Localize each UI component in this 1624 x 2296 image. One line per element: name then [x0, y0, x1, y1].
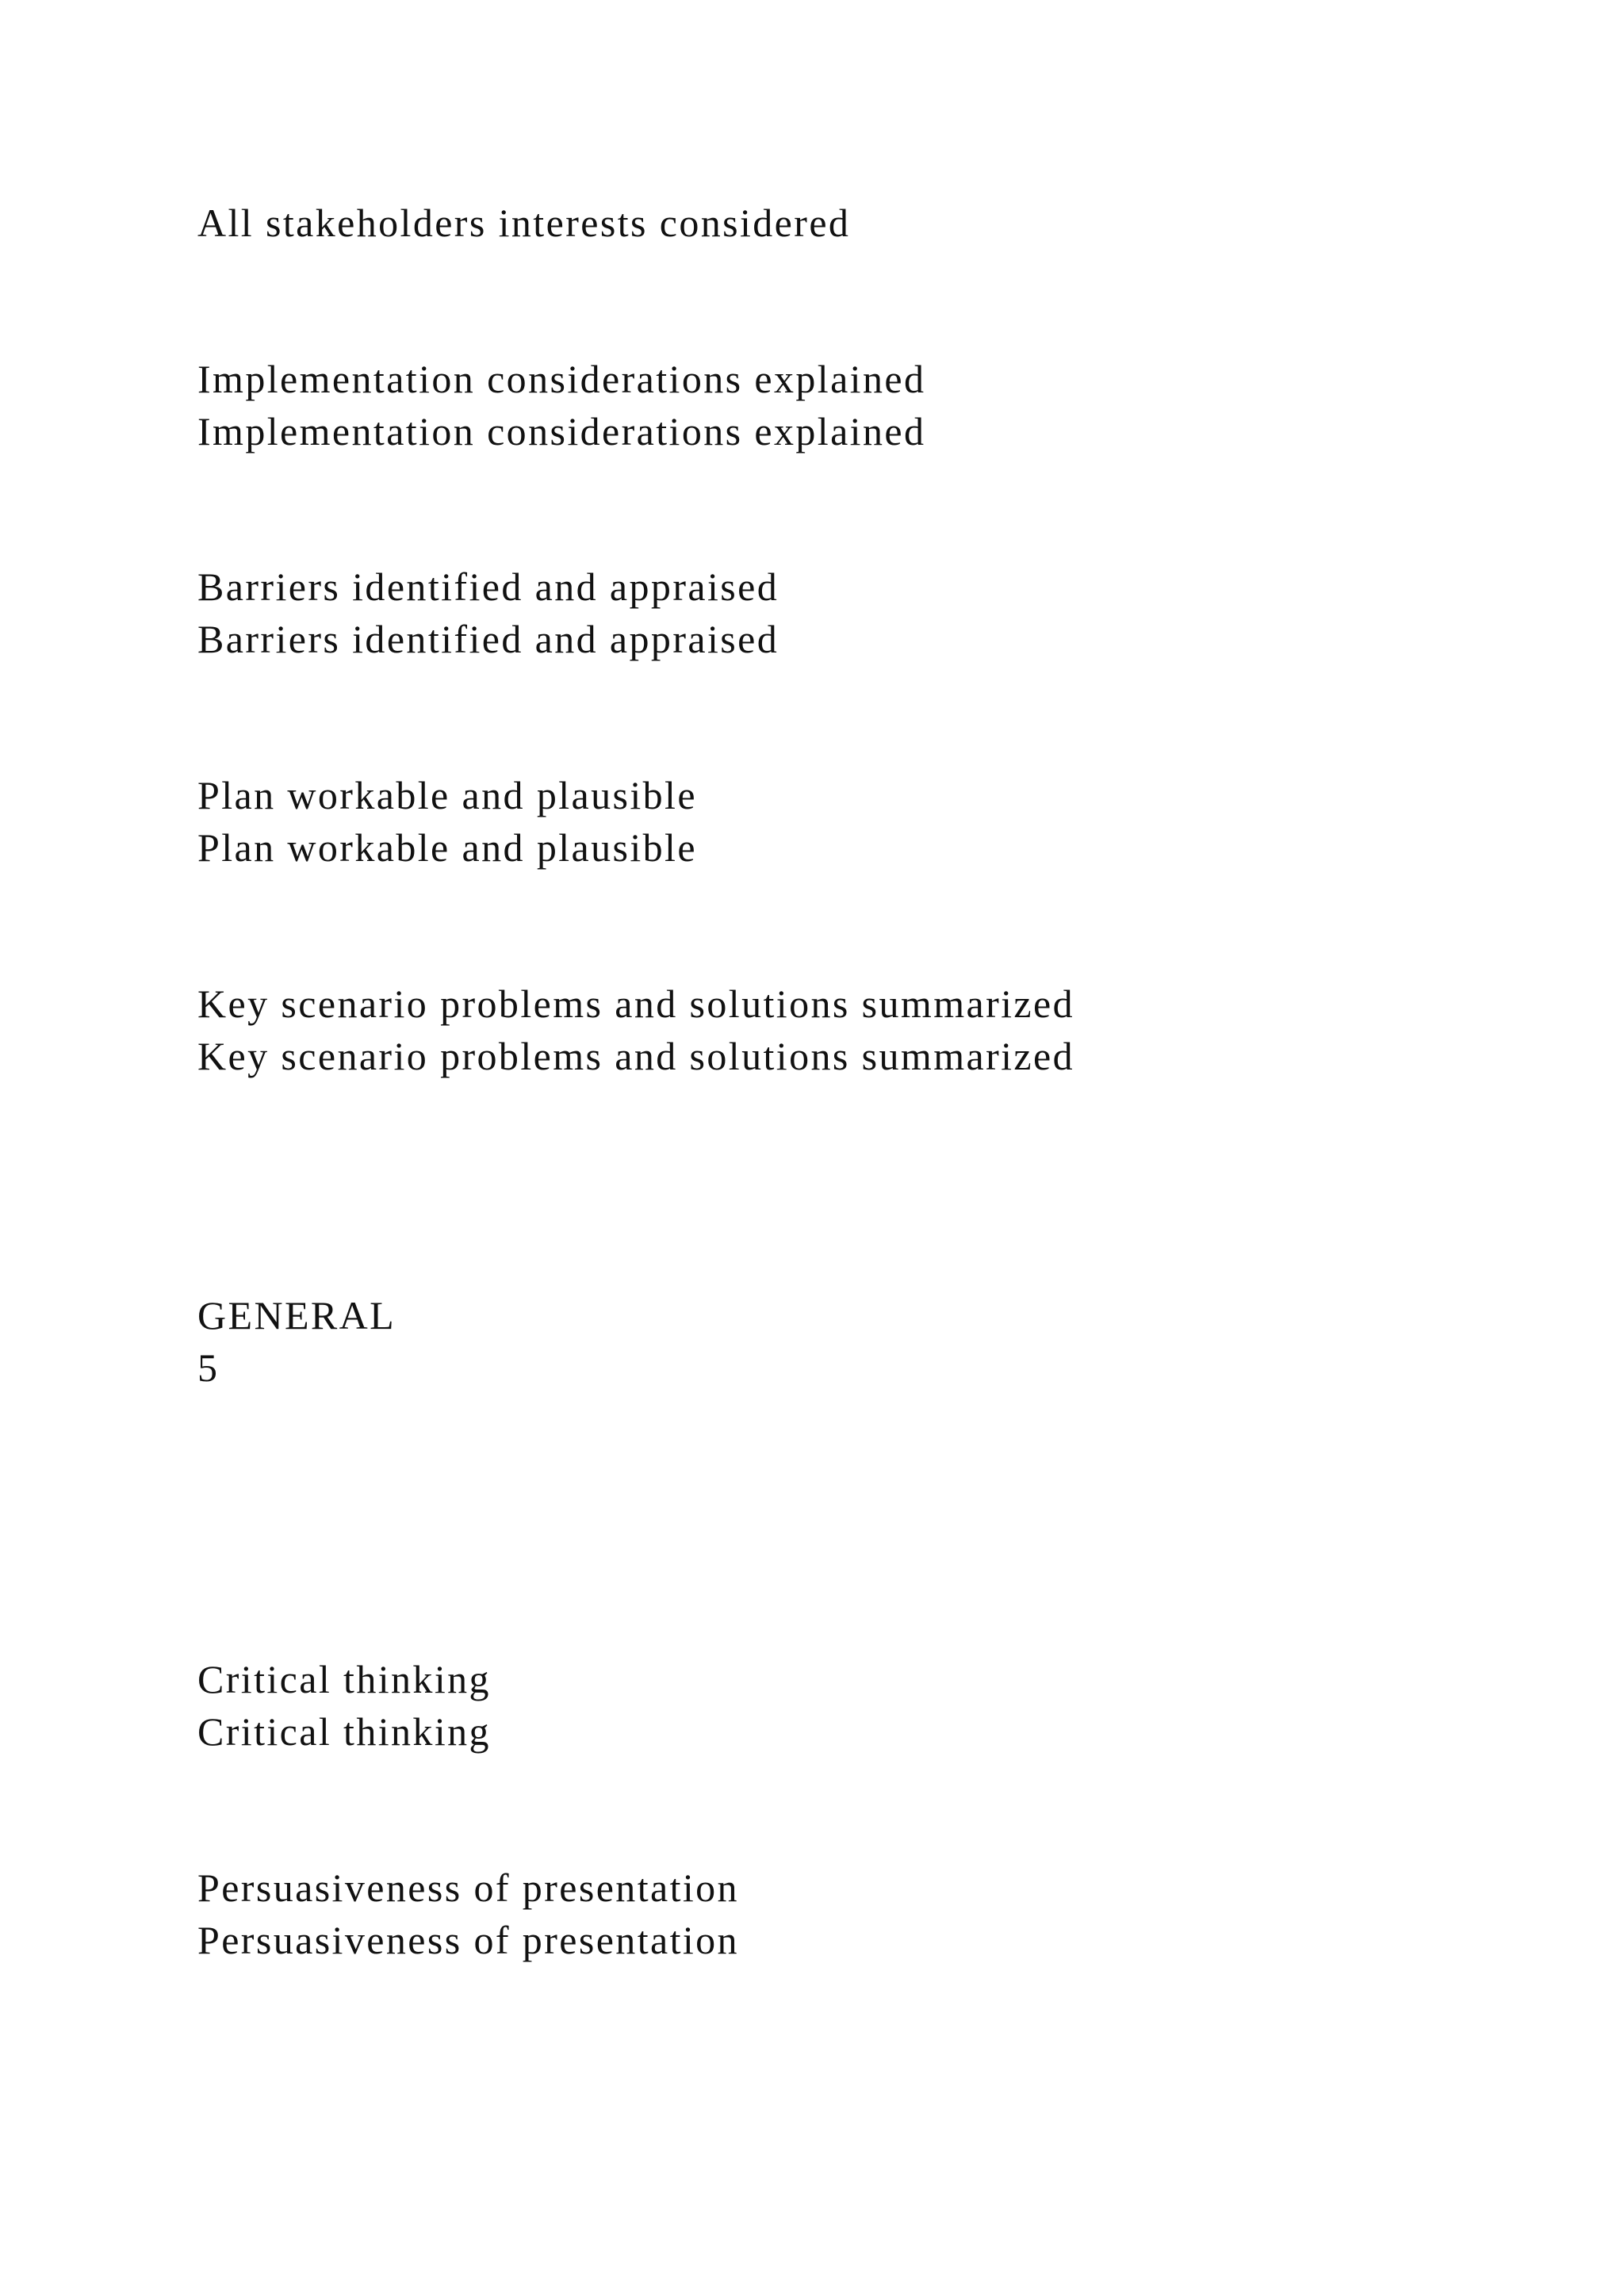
- criterion-plan-repeat: Plan workable and plausible: [197, 825, 697, 870]
- criterion-key-scenario: Key scenario problems and solutions summarized: [197, 982, 1075, 1026]
- criterion-persuasiveness: Persuasiveness of presentation: [197, 1866, 739, 1910]
- criterion-critical-thinking: Critical thinking: [197, 1657, 491, 1701]
- criterion-barriers: Barriers identified and appraised: [197, 564, 779, 609]
- section-points: 5: [197, 1345, 220, 1390]
- section-heading-general: GENERAL: [197, 1293, 396, 1337]
- criterion-key-scenario-repeat: Key scenario problems and solutions summarized: [197, 1034, 1075, 1078]
- criterion-persuasiveness-repeat: Persuasiveness of presentation: [197, 1918, 739, 1962]
- criterion-critical-thinking-repeat: Critical thinking: [197, 1709, 491, 1754]
- criterion-implementation-repeat: Implementation considerations explained: [197, 409, 926, 453]
- criterion-implementation: Implementation considerations explained: [197, 357, 926, 401]
- criterion-barriers-repeat: Barriers identified and appraised: [197, 617, 779, 661]
- criterion-stakeholders: All stakeholders interests considered: [197, 201, 851, 245]
- criterion-plan: Plan workable and plausible: [197, 773, 697, 817]
